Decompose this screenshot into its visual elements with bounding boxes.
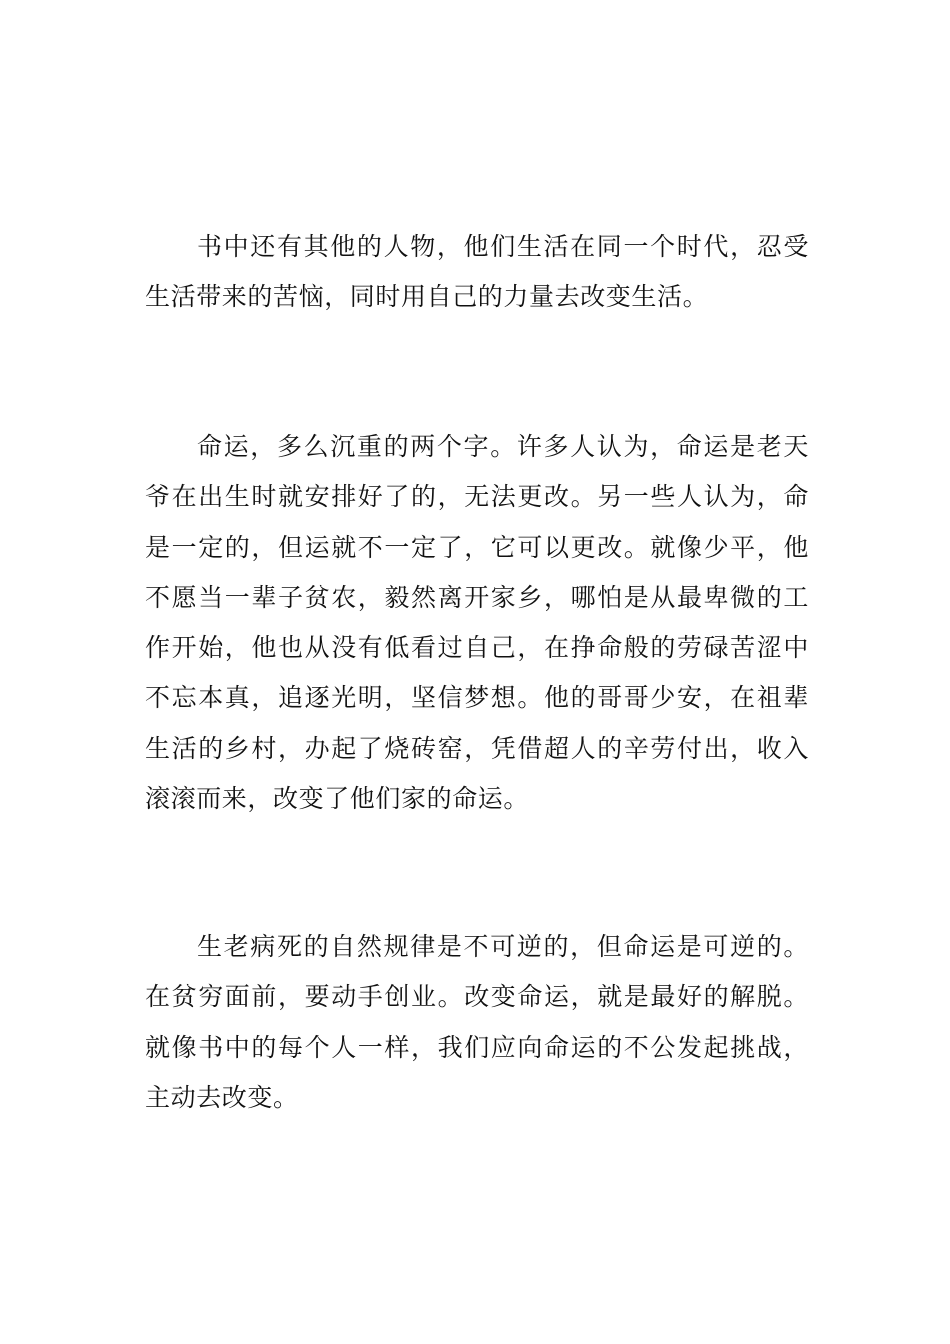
paragraph-fate: 命运，多么沉重的两个字。许多人认为，命运是老天爷在出生时就安排好了的，无法更改。另一些人认为，命是一定的，但运就不一定了，它可以更改。就像少平，他不愿当一辈子贫农，毅然离开家乡，哪怕是从最卑微的工作开始，他也从没有低看过自己，在挣命般的劳碌苦涩中不忘本真，追逐光明，坚信梦想。他的哥哥少安，在祖辈生活的乡村，办起了烧砖窑，凭借超人的辛劳付出，收入滚滚而来，改变了他们家的命运。 [145,432,809,814]
paragraph-characters: 书中还有其他的人物，他们生活在同一个时代，忍受生活带来的苦恼，同时用自己的力量去改变生活。 [145,232,809,312]
paragraph-conclusion: 生老病死的自然规律是不可逆的，但命运是可逆的。在贫穷面前，要动手创业。改变命运，就是最好的解脱。就像书中的每个人一样，我们应向命运的不公发起挑战，主动去改变。 [145,932,809,1112]
